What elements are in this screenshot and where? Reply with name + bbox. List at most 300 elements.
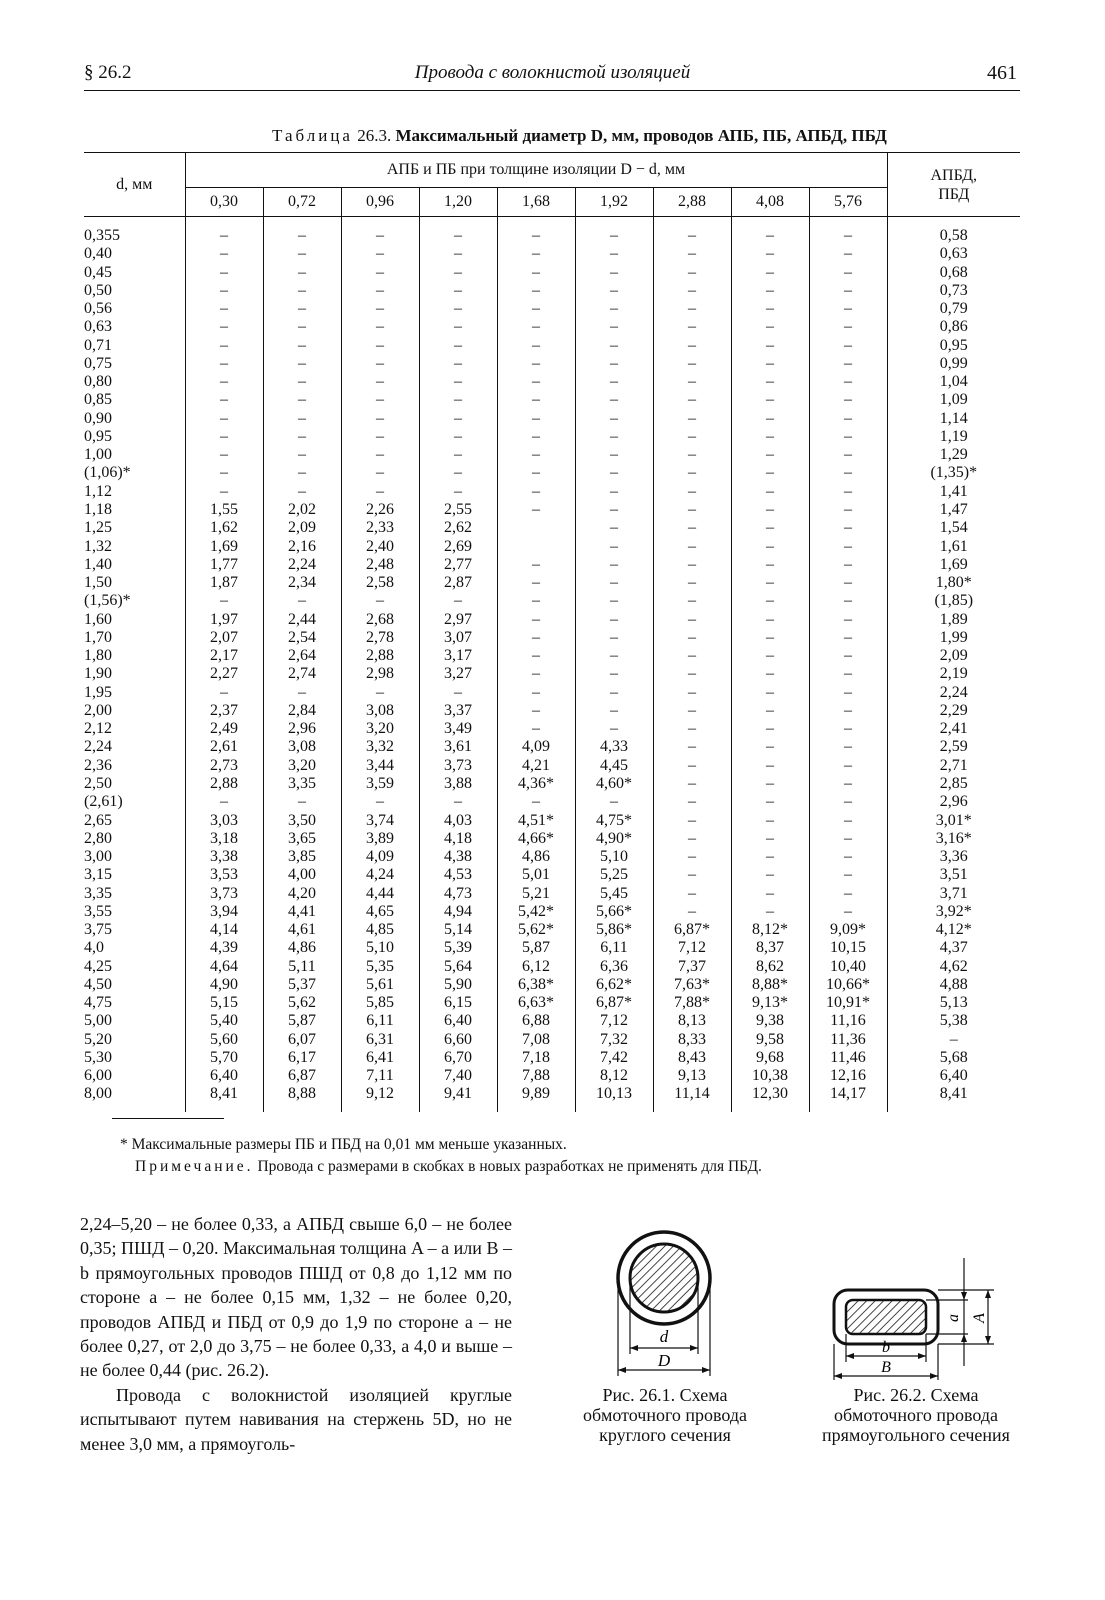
table-cell: – (688, 227, 696, 244)
table-cell: – (844, 811, 852, 829)
table-cell: 1,62 (210, 519, 238, 537)
table-cell: – (688, 829, 696, 847)
table-cell: – (532, 683, 540, 701)
apbd-column (887, 217, 1020, 1112)
table-cell: – (454, 482, 462, 500)
table-cell: 7,11 (366, 1067, 394, 1085)
table-cell: 5,62* (518, 921, 554, 939)
table-cell: – (766, 811, 774, 829)
table-cell: – (532, 446, 540, 464)
table-cell: 1,97 (210, 610, 238, 628)
table-cell: 9,58 (756, 1030, 784, 1048)
table-cell: 5,90 (444, 975, 472, 993)
d-value: 1,80 (84, 647, 112, 665)
table-cell: 4,90* (596, 829, 632, 847)
table-cell: – (688, 574, 696, 592)
apbd-value: 1,47 (939, 500, 968, 518)
apbd-value: 1,54 (939, 519, 968, 537)
table-cell: – (766, 884, 774, 902)
table-cell: – (532, 574, 540, 592)
thickness-column (263, 217, 341, 1112)
table-cell: – (532, 318, 540, 336)
apbd-value: 3,01* (935, 811, 972, 829)
table-cell: – (220, 318, 228, 336)
table-cell: – (454, 227, 462, 244)
table-cell: – (454, 409, 462, 427)
label-b: b (882, 1339, 890, 1356)
footnote-note (135, 1158, 762, 1176)
table-cell: 6,31 (366, 1030, 394, 1048)
apbd-value: 3,71 (939, 884, 968, 902)
figure-2-caption: Рис. 26.2. Схема обмоточного провода прямоугольного сечения (822, 1385, 1010, 1445)
table-cell: 4,03 (444, 811, 472, 829)
label-a: a (945, 1314, 962, 1322)
d-value: 4,0 (84, 939, 104, 957)
table-cell: 3,35 (288, 774, 316, 792)
d-value: 2,24 (84, 738, 112, 756)
table-cell: 8,12 (600, 1067, 628, 1085)
section-number: § 26.2 (84, 62, 132, 83)
d-value: 2,36 (84, 756, 112, 774)
table-cell: 2,96 (288, 720, 316, 738)
table-cell: – (688, 537, 696, 555)
table-cell: 7,63* (674, 975, 710, 993)
table-cell: – (220, 245, 228, 263)
thickness-header: 4,08 (731, 188, 809, 217)
table-cell: – (610, 610, 618, 628)
table-cell: – (766, 519, 774, 537)
apbd-value: 5,68 (939, 1048, 968, 1066)
d-value: 1,32 (84, 537, 112, 555)
table-cell: – (844, 446, 852, 464)
d-value: 4,50 (84, 975, 112, 993)
table-cell: 9,38 (756, 1012, 784, 1030)
apbd-value: 5,38 (939, 1012, 968, 1030)
table-cell: 8,41 (210, 1085, 238, 1103)
table-cell: 6,12 (522, 957, 550, 975)
table-cell: 5,45 (600, 884, 628, 902)
table-cell: 2,33 (366, 519, 394, 537)
apbd-value: 2,85 (939, 774, 968, 792)
table-cell: 5,10 (366, 939, 394, 957)
apbd-value: 1,69 (939, 555, 968, 573)
table-cell: 1,69 (210, 537, 238, 555)
table-cell: 7,37 (678, 957, 706, 975)
table-cell: – (610, 227, 618, 244)
thickness-column (575, 217, 653, 1112)
table-cell: 3,08 (288, 738, 316, 756)
table-cell: 5,21 (522, 884, 550, 902)
table-cell: 9,13 (678, 1067, 706, 1085)
apbd-value: 4,12* (935, 921, 972, 939)
d-value: 1,95 (84, 683, 112, 701)
table-cell: 11,46 (830, 1048, 866, 1066)
table-cell: – (610, 574, 618, 592)
table-cell: – (844, 647, 852, 665)
table-cell: – (220, 300, 228, 318)
table-cell: 6,88 (522, 1012, 550, 1030)
table-cell: – (454, 336, 462, 354)
table-cell: – (766, 446, 774, 464)
apbd-value: 5,13 (939, 994, 968, 1012)
table-cell: 3,49 (444, 720, 472, 738)
table-cell: – (610, 683, 618, 701)
d-value: 2,80 (84, 829, 112, 847)
table-cell: – (454, 683, 462, 701)
table-cell: 8,13 (678, 1012, 706, 1030)
footnote-rule (112, 1118, 224, 1119)
table-cell: – (298, 482, 306, 500)
table-cell: – (766, 300, 774, 318)
table-cell: 4,86 (288, 939, 316, 957)
table-cell: – (844, 281, 852, 299)
table-cell: – (532, 555, 540, 573)
table-cell: – (766, 537, 774, 555)
table-cell: – (376, 464, 384, 482)
table-cell: – (688, 774, 696, 792)
table-cell: – (454, 427, 462, 445)
table-cell: 3,08 (366, 701, 394, 719)
table-cell: – (532, 300, 540, 318)
table-cell: 4,14 (210, 921, 238, 939)
table-cell: – (688, 446, 696, 464)
table-cell: 8,62 (756, 957, 784, 975)
apbd-value: 2,71 (939, 756, 968, 774)
table-cell: – (376, 446, 384, 464)
table-cell: 6,87 (288, 1067, 316, 1085)
table-cell: – (766, 318, 774, 336)
table-cell: 6,63* (518, 994, 554, 1012)
table-cell: – (454, 464, 462, 482)
table-cell: 4,21 (522, 756, 550, 774)
table-cell: 6,62* (596, 975, 632, 993)
table-cell: – (844, 774, 852, 792)
table-cell: 12,30 (752, 1085, 788, 1103)
table-cell: 3,20 (288, 756, 316, 774)
table-cell: 6,60 (444, 1030, 472, 1048)
table-cell: 7,42 (600, 1048, 628, 1066)
table-cell: – (844, 720, 852, 738)
table-cell: – (298, 336, 306, 354)
table-cell: – (610, 391, 618, 409)
table-cell: 5,42* (518, 902, 554, 920)
header-rule (84, 90, 1020, 91)
table-cell: – (610, 500, 618, 518)
table-cell: 2,84 (288, 701, 316, 719)
table-cell: – (610, 300, 618, 318)
thickness-header: 2,88 (653, 188, 731, 217)
apbd-value: 3,51 (939, 866, 968, 884)
table-cell: 2,44 (288, 610, 316, 628)
table-cell: – (376, 263, 384, 281)
apbd-value: 8,41 (939, 1085, 968, 1103)
table-cell: 4,00 (288, 866, 316, 884)
table-cell: – (844, 902, 852, 920)
table-cell: – (766, 336, 774, 354)
table-cell: – (376, 300, 384, 318)
table-cell: 11,36 (830, 1030, 866, 1048)
table-cell: – (766, 738, 774, 756)
table-cell: – (376, 227, 384, 244)
table-cell: 5,70 (210, 1048, 238, 1066)
table-cell: – (844, 701, 852, 719)
table-cell: 3,94 (210, 902, 238, 920)
table-cell: – (376, 373, 384, 391)
table-cell: – (454, 245, 462, 263)
table-cell: 5,86* (596, 921, 632, 939)
table-cell: 9,41 (444, 1085, 472, 1103)
table-cell: 2,97 (444, 610, 472, 628)
table-cell: – (298, 281, 306, 299)
table-cell: – (376, 793, 384, 811)
note-text: Провода с размерами в скобках в новых разработках не применять для ПБД. (257, 1158, 762, 1175)
table-cell: – (532, 500, 540, 518)
table-cell: – (298, 300, 306, 318)
table-cell: 2,26 (366, 500, 394, 518)
table-cell: – (298, 409, 306, 427)
table-cell: 5,15 (210, 994, 238, 1012)
table-cell: 1,77 (210, 555, 238, 573)
thickness-header: 1,68 (497, 188, 575, 217)
table-cell: 2,27 (210, 665, 238, 683)
d-value: 3,35 (84, 884, 112, 902)
table-cell: – (844, 336, 852, 354)
table-cell: – (766, 464, 774, 482)
table-cell: – (610, 647, 618, 665)
table-cell: 6,36 (600, 957, 628, 975)
table-cell: 8,88 (288, 1085, 316, 1103)
apbd-value: 1,80* (935, 574, 972, 592)
table-cell: 5,40 (210, 1012, 238, 1030)
table-caption-label: Таблица (272, 126, 353, 145)
figure-round-wire (606, 1228, 724, 1378)
last-col-header-text: АПБД, ПБД (930, 166, 978, 203)
table-cell: 5,14 (444, 921, 472, 939)
table-cell: 2,61 (210, 738, 238, 756)
apbd-value: 1,41 (939, 482, 968, 500)
body-paragraph-1: 2,24–5,20 – не более 0,33, а АПБД свыше 6,0 – не более 0,35; ПШД – 0,20. Максимальная толщина A – a или B – b прямоугольных проводов ПШД от 0,8 до 1,12 мм по стороне a – не более 0,15 мм, 1,32 – не более 0,20, проводов АПБД и ПБД от 0,9 до 1,9 по стороне a – не более 0,27, от 2,0 до 3,75 – не более 0,33, а 4,0 и выше – не более 0,44 (рис. 26.2). (80, 1214, 512, 1381)
d-value: 1,18 (84, 500, 112, 518)
table-cell: 4,09 (522, 738, 550, 756)
table-cell: – (766, 281, 774, 299)
apbd-value: 0,79 (939, 300, 968, 318)
table-cell: – (766, 373, 774, 391)
d-value: 4,25 (84, 957, 112, 975)
table-cell: – (844, 738, 852, 756)
table-cell: 2,88 (210, 774, 238, 792)
table-cell: – (532, 336, 540, 354)
table-cell: – (610, 245, 618, 263)
d-value: 0,56 (84, 300, 112, 318)
d-value: 0,71 (84, 336, 112, 354)
table-cell: 4,44 (366, 884, 394, 902)
table-cell: – (220, 391, 228, 409)
table-cell: – (532, 373, 540, 391)
table-cell: 2,49 (210, 720, 238, 738)
table-cell: – (610, 793, 618, 811)
apbd-value: 3,16* (935, 829, 972, 847)
apbd-value: 1,99 (939, 628, 968, 646)
table-cell: – (688, 373, 696, 391)
thickness-header: 0,96 (341, 188, 419, 217)
apbd-value: 0,68 (939, 263, 968, 281)
table-caption-number: 26.3. (357, 126, 392, 145)
d-value: 3,15 (84, 866, 112, 884)
table-cell: 7,08 (522, 1030, 550, 1048)
table-cell: – (298, 354, 306, 372)
table-cell: – (688, 281, 696, 299)
table-cell: 2,74 (288, 665, 316, 683)
table-cell: – (454, 300, 462, 318)
table-cell: – (766, 866, 774, 884)
d-value: 1,70 (84, 628, 112, 646)
apbd-value: 1,09 (939, 391, 968, 409)
apbd-value: 6,40 (939, 1067, 968, 1085)
table-cell: 2,07 (210, 628, 238, 646)
table-cell: 4,18 (444, 829, 472, 847)
table-cell: – (766, 482, 774, 500)
apbd-value: 2,29 (939, 701, 968, 719)
label-B: B (881, 1359, 891, 1376)
table-cell: 3,27 (444, 665, 472, 683)
table-cell: 7,32 (600, 1030, 628, 1048)
table-cell: 10,66* (826, 975, 870, 993)
d-value: 0,75 (84, 354, 112, 372)
table-cell: – (844, 427, 852, 445)
table-cell: 4,36* (518, 774, 554, 792)
table-cell: – (844, 610, 852, 628)
d-value: 0,63 (84, 318, 112, 336)
d-value: 3,75 (84, 921, 112, 939)
table-cell: 4,61 (288, 921, 316, 939)
table-cell: 2,34 (288, 574, 316, 592)
d-value: 0,85 (84, 391, 112, 409)
thickness-header: 5,76 (809, 188, 887, 217)
d-value: 0,355 (84, 227, 120, 244)
table-cell: – (688, 628, 696, 646)
thickness-column (497, 217, 575, 1112)
table-cell: – (220, 373, 228, 391)
table-cell: – (688, 300, 696, 318)
table-cell: 3,65 (288, 829, 316, 847)
table-cell: – (376, 391, 384, 409)
thickness-column (653, 217, 731, 1112)
d-value: 0,50 (84, 281, 112, 299)
table-cell: 3,38 (210, 848, 238, 866)
apbd-value: 2,19 (939, 665, 968, 683)
table-cell: – (844, 756, 852, 774)
table-cell: – (844, 245, 852, 263)
table-cell: – (610, 281, 618, 299)
table-cell: – (220, 793, 228, 811)
apbd-value: – (949, 1030, 958, 1048)
table-caption-title: Максимальный диаметр D, мм, проводов АПБ, ПБ, АПБД, ПБД (395, 126, 887, 145)
table-cell: – (532, 793, 540, 811)
table-cell: – (844, 409, 852, 427)
table-cell: – (298, 793, 306, 811)
table-cell: 2,77 (444, 555, 472, 573)
table-cell: – (376, 318, 384, 336)
table-cell: 4,45 (600, 756, 628, 774)
label-A: A (971, 1313, 988, 1323)
table-cell: – (766, 829, 774, 847)
table-cell: 7,12 (600, 1012, 628, 1030)
table-cell: – (610, 701, 618, 719)
table-cell: – (610, 373, 618, 391)
table-cell: – (688, 610, 696, 628)
table-cell: – (844, 793, 852, 811)
table-cell: 4,60* (596, 774, 632, 792)
table-cell: 6,17 (288, 1048, 316, 1066)
table-cell: 3,73 (210, 884, 238, 902)
apbd-value: 4,37 (939, 939, 968, 957)
table-cell: 4,53 (444, 866, 472, 884)
table-cell: 2,09 (288, 519, 316, 537)
table-cell: – (532, 391, 540, 409)
table-cell: 6,11 (366, 1012, 394, 1030)
thickness-header: 1,20 (419, 188, 497, 217)
table-cell: – (298, 391, 306, 409)
table-cell: 3,20 (366, 720, 394, 738)
table-cell: 5,37 (288, 975, 316, 993)
d-value: 1,00 (84, 446, 112, 464)
table-cell: – (688, 336, 696, 354)
table-cell: – (298, 318, 306, 336)
table-cell: – (610, 354, 618, 372)
apbd-value: 0,99 (939, 354, 968, 372)
apbd-value: 0,86 (939, 318, 968, 336)
table-cell: – (454, 318, 462, 336)
table-cell: – (532, 245, 540, 263)
table-cell: 3,61 (444, 738, 472, 756)
table-cell: – (688, 555, 696, 573)
table-cell: – (298, 427, 306, 445)
table-cell: – (766, 574, 774, 592)
last-col-header (887, 153, 1020, 217)
table-cell: – (766, 555, 774, 573)
thickness-column (809, 217, 887, 1112)
table-cell: 8,37 (756, 939, 784, 957)
table-cell: – (376, 409, 384, 427)
table-cell: – (688, 902, 696, 920)
table-cell: 5,01 (522, 866, 550, 884)
table-cell: – (688, 793, 696, 811)
table-cell: – (766, 391, 774, 409)
apbd-value: 1,19 (939, 427, 968, 445)
table-cell: – (298, 446, 306, 464)
table-cell: 3,85 (288, 848, 316, 866)
table-cell: 2,88 (366, 647, 394, 665)
footnote-star: * Максимальные размеры ПБ и ПБД на 0,01 мм меньше указанных. (120, 1136, 567, 1153)
table-cell: – (610, 482, 618, 500)
table-cell: 4,51* (518, 811, 554, 829)
table-cell: – (766, 720, 774, 738)
table-cell: – (610, 519, 618, 537)
table-cell: 14,17 (830, 1085, 866, 1103)
table-cell: 4,85 (366, 921, 394, 939)
table-cell: 1,55 (210, 500, 238, 518)
table-cell: – (532, 482, 540, 500)
apbd-value: 4,88 (939, 975, 968, 993)
d-value: (1,06)* (84, 464, 131, 482)
table-cell: 8,33 (678, 1030, 706, 1048)
table-cell: – (298, 464, 306, 482)
table-cell: – (610, 263, 618, 281)
table-cell: – (844, 391, 852, 409)
table-cell: 3,89 (366, 829, 394, 847)
table-cell: – (688, 482, 696, 500)
table-cell: – (610, 464, 618, 482)
